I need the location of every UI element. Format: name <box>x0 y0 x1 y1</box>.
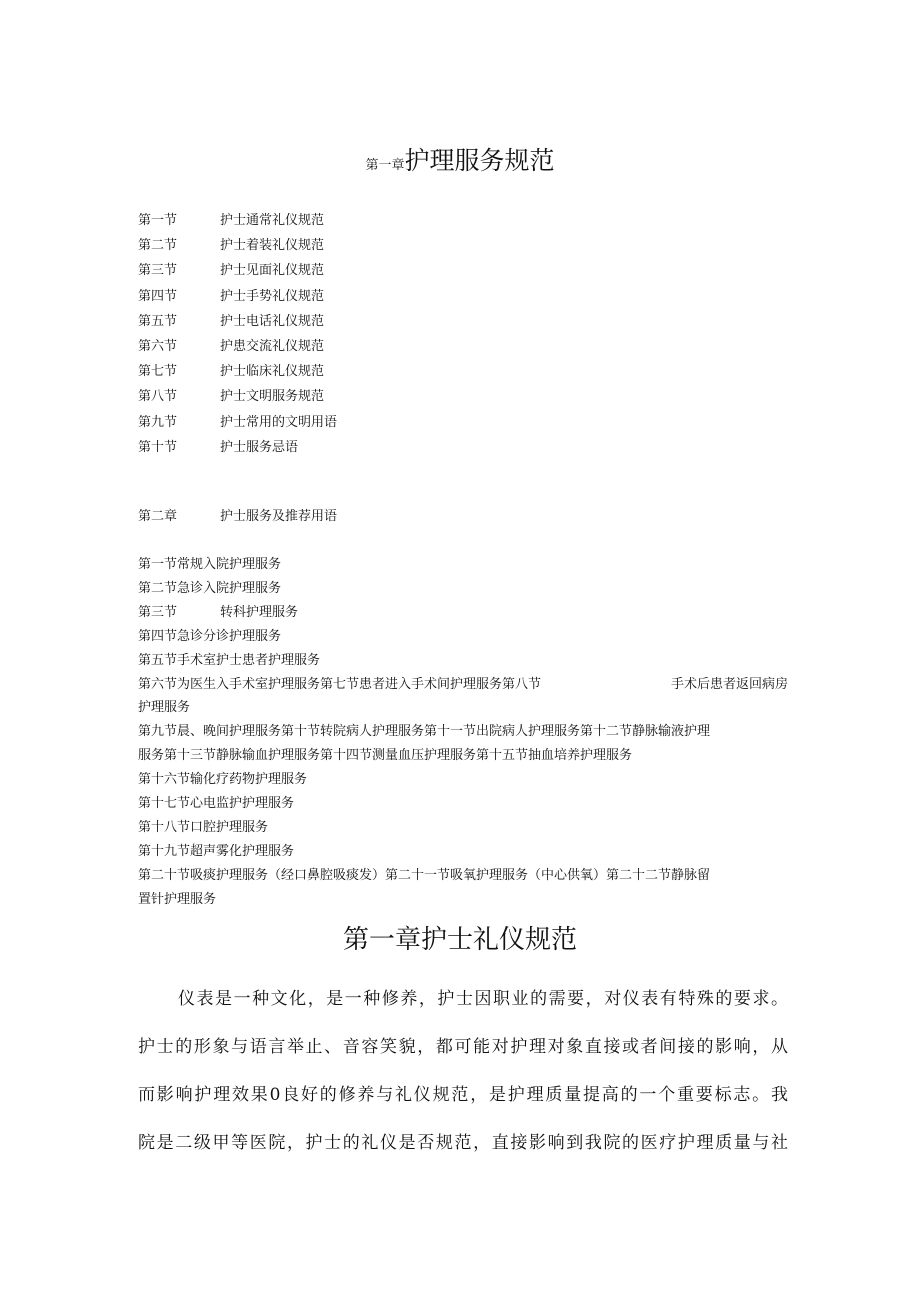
toc-item <box>138 410 337 435</box>
main-title-text: 护理服务规范 <box>404 146 555 175</box>
toc-item-title: 护士手势礼仪规范 <box>220 288 325 304</box>
paragraph-line <box>138 1119 788 1167</box>
toc-item <box>138 258 337 283</box>
section-line: 服务第十三节静脉输血护理服务第十四节测量血压护理服务第十五节抽血培养护理服务 <box>138 748 633 764</box>
section-line: 第十七节心电监护护理服务 <box>138 796 295 812</box>
section-line: 第十六节输化疗药物护理服务 <box>138 772 308 788</box>
toc-item-title: 护士通常礼仪规范 <box>220 213 325 228</box>
section-text: 手术后患者返回病房 <box>670 676 788 692</box>
chapter-one-heading: 第一章护士礼仪规范 <box>342 925 577 955</box>
section-text: 第六节为医生入手术室护理服务第七节患者进入手术间护理服务第八节 <box>138 676 542 692</box>
toc-item <box>138 284 337 309</box>
toc-item-number: 第一节 <box>138 213 178 228</box>
toc-item <box>138 233 337 258</box>
chapter-two-section-list <box>138 553 788 912</box>
paragraph-line <box>138 1023 788 1071</box>
toc-item <box>138 309 337 334</box>
body-paragraph <box>138 975 788 1167</box>
section-line: 第九节晨、晚间护理服务第十节转院病人护理服务第十一节出院病人护理服务第十二节静脉输液护理 <box>138 724 711 740</box>
paragraph-text: 仪表是一种文化，是一种修养，护士因职业的需要，对仪表有特殊的要求。 <box>178 989 790 1009</box>
toc-item-number: 第五节 <box>138 313 178 329</box>
section-line: 第十九节超声雾化护理服务 <box>138 843 295 859</box>
section-title: 转科护理服务 <box>220 604 299 620</box>
chapter-two-heading <box>138 507 337 527</box>
toc-item-title: 护士着装礼仪规范 <box>220 238 325 254</box>
toc-item-title: 护士文明服务规范 <box>220 389 325 405</box>
toc-item <box>138 435 337 460</box>
section-line: 第十八节口腔护理服务 <box>138 819 269 835</box>
section-line: 第一节常规入院护理服务 <box>138 557 282 572</box>
toc-item-title: 护患交流礼仪规范 <box>220 339 325 355</box>
paragraph-text: 而影响护理效果0良好的修养与礼仪规范，是护理质量提高的一个重要标志。我 <box>138 1085 790 1105</box>
toc-item <box>138 384 337 409</box>
table-of-contents <box>138 208 337 460</box>
toc-item <box>138 359 337 384</box>
toc-item-title: 护士临床礼仪规范 <box>220 364 325 380</box>
section-number: 第三节 <box>138 604 178 620</box>
section-line: 第五节手术室护士患者护理服务 <box>138 652 321 668</box>
toc-item-title: 护士服务忌语 <box>220 439 299 455</box>
section-line: 置针护理服务 <box>138 891 217 907</box>
main-title-prefix: 第一章 <box>365 158 405 173</box>
toc-item <box>138 208 337 233</box>
toc-item <box>138 334 337 359</box>
section-line: 第二节急诊入院护理服务 <box>138 580 282 596</box>
toc-item-number: 第四节 <box>138 288 178 304</box>
paragraph-text: 护士的形象与语言举止、音容笑貌，都可能对护理对象直接或者间接的影响，从 <box>138 1037 790 1057</box>
paragraph-line <box>138 1071 788 1119</box>
toc-item-number: 第十节 <box>138 439 178 455</box>
section-line <box>138 601 788 625</box>
paragraph-text: 院是二级甲等医院，护士的礼仪是否规范，直接影响到我院的医疗护理质量与社 <box>138 1133 790 1153</box>
toc-item-number: 第三节 <box>138 263 178 279</box>
toc-item-number: 第七节 <box>138 364 178 380</box>
section-line: 护理服务 <box>138 700 191 716</box>
paragraph-line <box>138 975 788 1023</box>
toc-item-number: 第九节 <box>138 414 178 430</box>
section-line <box>138 673 788 697</box>
toc-item-title: 护士常用的文明用语 <box>220 414 338 430</box>
toc-item-title: 护士电话礼仪规范 <box>220 313 325 329</box>
toc-item-number: 第六节 <box>138 339 178 355</box>
toc-item-number: 第八节 <box>138 389 178 405</box>
main-title <box>0 141 920 177</box>
section-line: 第四节急诊分诊护理服务 <box>138 628 282 644</box>
toc-item-number: 第二节 <box>138 238 178 254</box>
toc-item-title: 护士见面礼仪规范 <box>220 263 325 279</box>
section-line: 第二十节吸痰护理服务（经口鼻腔吸痰发）第二十一节吸氧护理服务（中心供氧）第二十二节静脉留 <box>138 867 711 883</box>
chapter-two-number: 第二章 <box>138 509 178 524</box>
chapter-two-title: 护士服务及推荐用语 <box>220 509 338 524</box>
